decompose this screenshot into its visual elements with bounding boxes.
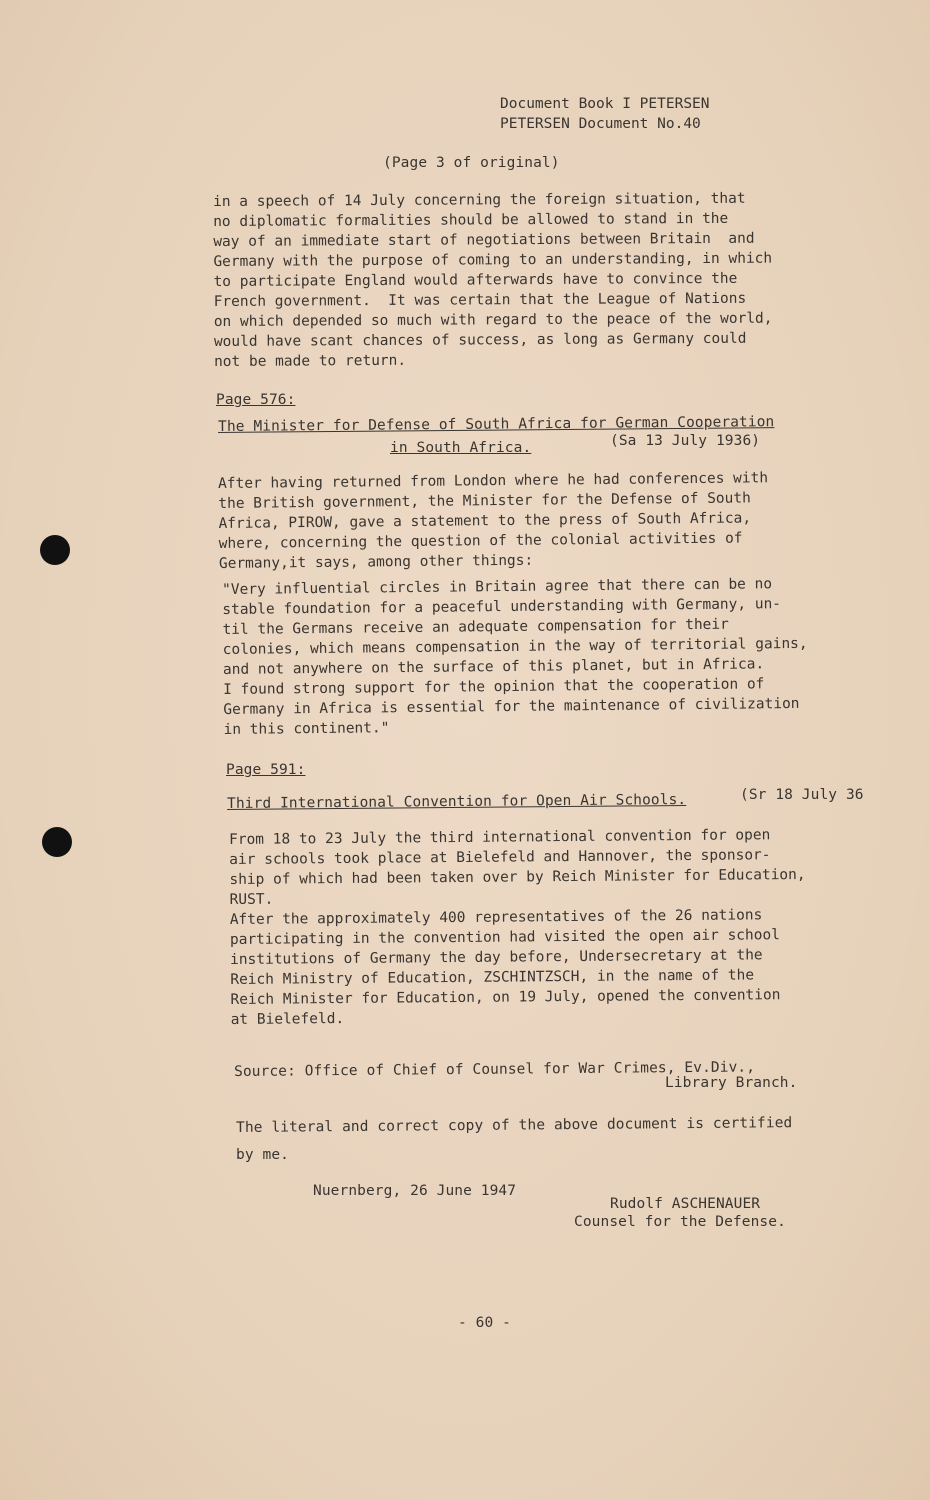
document-header (500, 94, 710, 134)
section2-body-line: air schools took place at Bielefeld and Hannover, the sponsor- (229, 847, 771, 868)
place-date: Nuernberg, 26 June 1947 (313, 1183, 517, 1199)
quote-line: "Very influential circles in Britain agree that there can be no (222, 576, 773, 598)
intro-line: to participate England would afterwards have to convince the (213, 270, 738, 290)
section1-body-line: After having returned from London where he had conferences with (218, 470, 769, 492)
section1-title-line1: The Minister for Defense of South Africa for German Cooperation (218, 414, 775, 435)
quote-line: in this continent." (223, 720, 390, 738)
section2-title: Third International Convention for Open Air Schools. (227, 791, 687, 812)
intro-line: French government. It was certain that the League of Nations (213, 290, 747, 310)
quote-line: and not anywhere on the surface of this planet, but in Africa. (222, 656, 765, 678)
section1-body (218, 468, 769, 574)
section2-title-date: (Sr 18 July 36 (740, 787, 864, 803)
section2-body-line: institutions of Germany the day before, Undersecretary at the (230, 947, 763, 968)
header-line-1: Document Book I PETERSEN (500, 96, 710, 112)
section2-body-line: After the approximately 400 representatives of the 26 nations (229, 907, 763, 928)
section2-body-line: From 18 to 23 July the third international convention for open (229, 827, 771, 848)
header-line-2: PETERSEN Document No.40 (500, 116, 701, 132)
section1-page-label: Page 576: (216, 392, 296, 408)
source-line-1: Source: Office of Chief of Counsel for War Crimes, Ev.Div., (234, 1059, 756, 1080)
quote-line: colonies, which means compensation in the way of territorial gains, (222, 635, 808, 658)
section2-body (229, 825, 807, 1030)
intro-line: way of an immediate start of negotiations between Britain and (213, 230, 755, 250)
section1-title-line2: in South Africa. (390, 440, 532, 456)
quote-line: stable foundation for a peaceful understanding with Germany, un- (222, 596, 782, 618)
section1-quote (222, 574, 809, 740)
punch-hole-top (40, 535, 70, 565)
signature-name: Rudolf ASCHENAUER (610, 1196, 761, 1212)
quote-line: Germany in Africa is essential for the maintenance of civilization (223, 695, 800, 718)
intro-line: not be made to return. (213, 352, 407, 370)
section1-body-line: Africa, PIROW, gave a statement to the press of South Africa, (218, 510, 752, 532)
section2-page-label: Page 591: (226, 762, 306, 778)
section1-body-line: where, concerning the question of the colonial activities of (218, 530, 743, 552)
section2-body-line: at Bielefeld. (230, 1011, 345, 1028)
section2-body-line: ship of which had been taken over by Reich Minister for Education, (229, 866, 806, 888)
section1-title-date: (Sa 13 July 1936) (610, 433, 761, 449)
source-line-2: Library Branch. (665, 1075, 798, 1091)
quote-line: I found strong support for the opinion that the cooperation of (223, 676, 765, 698)
section1-body-line: Germany,it says, among other things: (218, 552, 534, 572)
intro-line: in a speech of 14 July concerning the foreign situation, that (213, 190, 746, 210)
certification-line-1: The literal and correct copy of the above document is certified (236, 1115, 793, 1136)
intro-line: no diplomatic formalities should be allowed to stand in the (213, 210, 729, 230)
section2-body-line: Reich Ministry of Education, ZSCHINTZSCH, in the name of the (230, 967, 755, 988)
section2-body-line: RUST. (229, 891, 274, 908)
punch-hole-bottom (42, 827, 72, 857)
page-number: - 60 - (458, 1315, 511, 1331)
section2-body-line: Reich Minister for Education, on 19 July, opened the convention (230, 987, 781, 1008)
quote-line: til the Germans receive an adequate compensation for their (222, 616, 729, 638)
intro-paragraph (213, 189, 773, 372)
page-of-original: (Page 3 of original) (383, 155, 560, 171)
intro-line: Germany with the purpose of coming to an understanding, in which (213, 250, 773, 270)
section2-body-line: participating in the convention had visited the open air school (229, 927, 780, 948)
intro-line: would have scant chances of success, as long as Germany could (213, 330, 747, 350)
intro-line: on which depended so much with regard to the peace of the world, (213, 310, 773, 330)
signature-title: Counsel for the Defense. (574, 1214, 786, 1230)
section1-body-line: the British government, the Minister for the Defense of South (218, 490, 751, 512)
certification-line-2: by me. (236, 1147, 289, 1163)
